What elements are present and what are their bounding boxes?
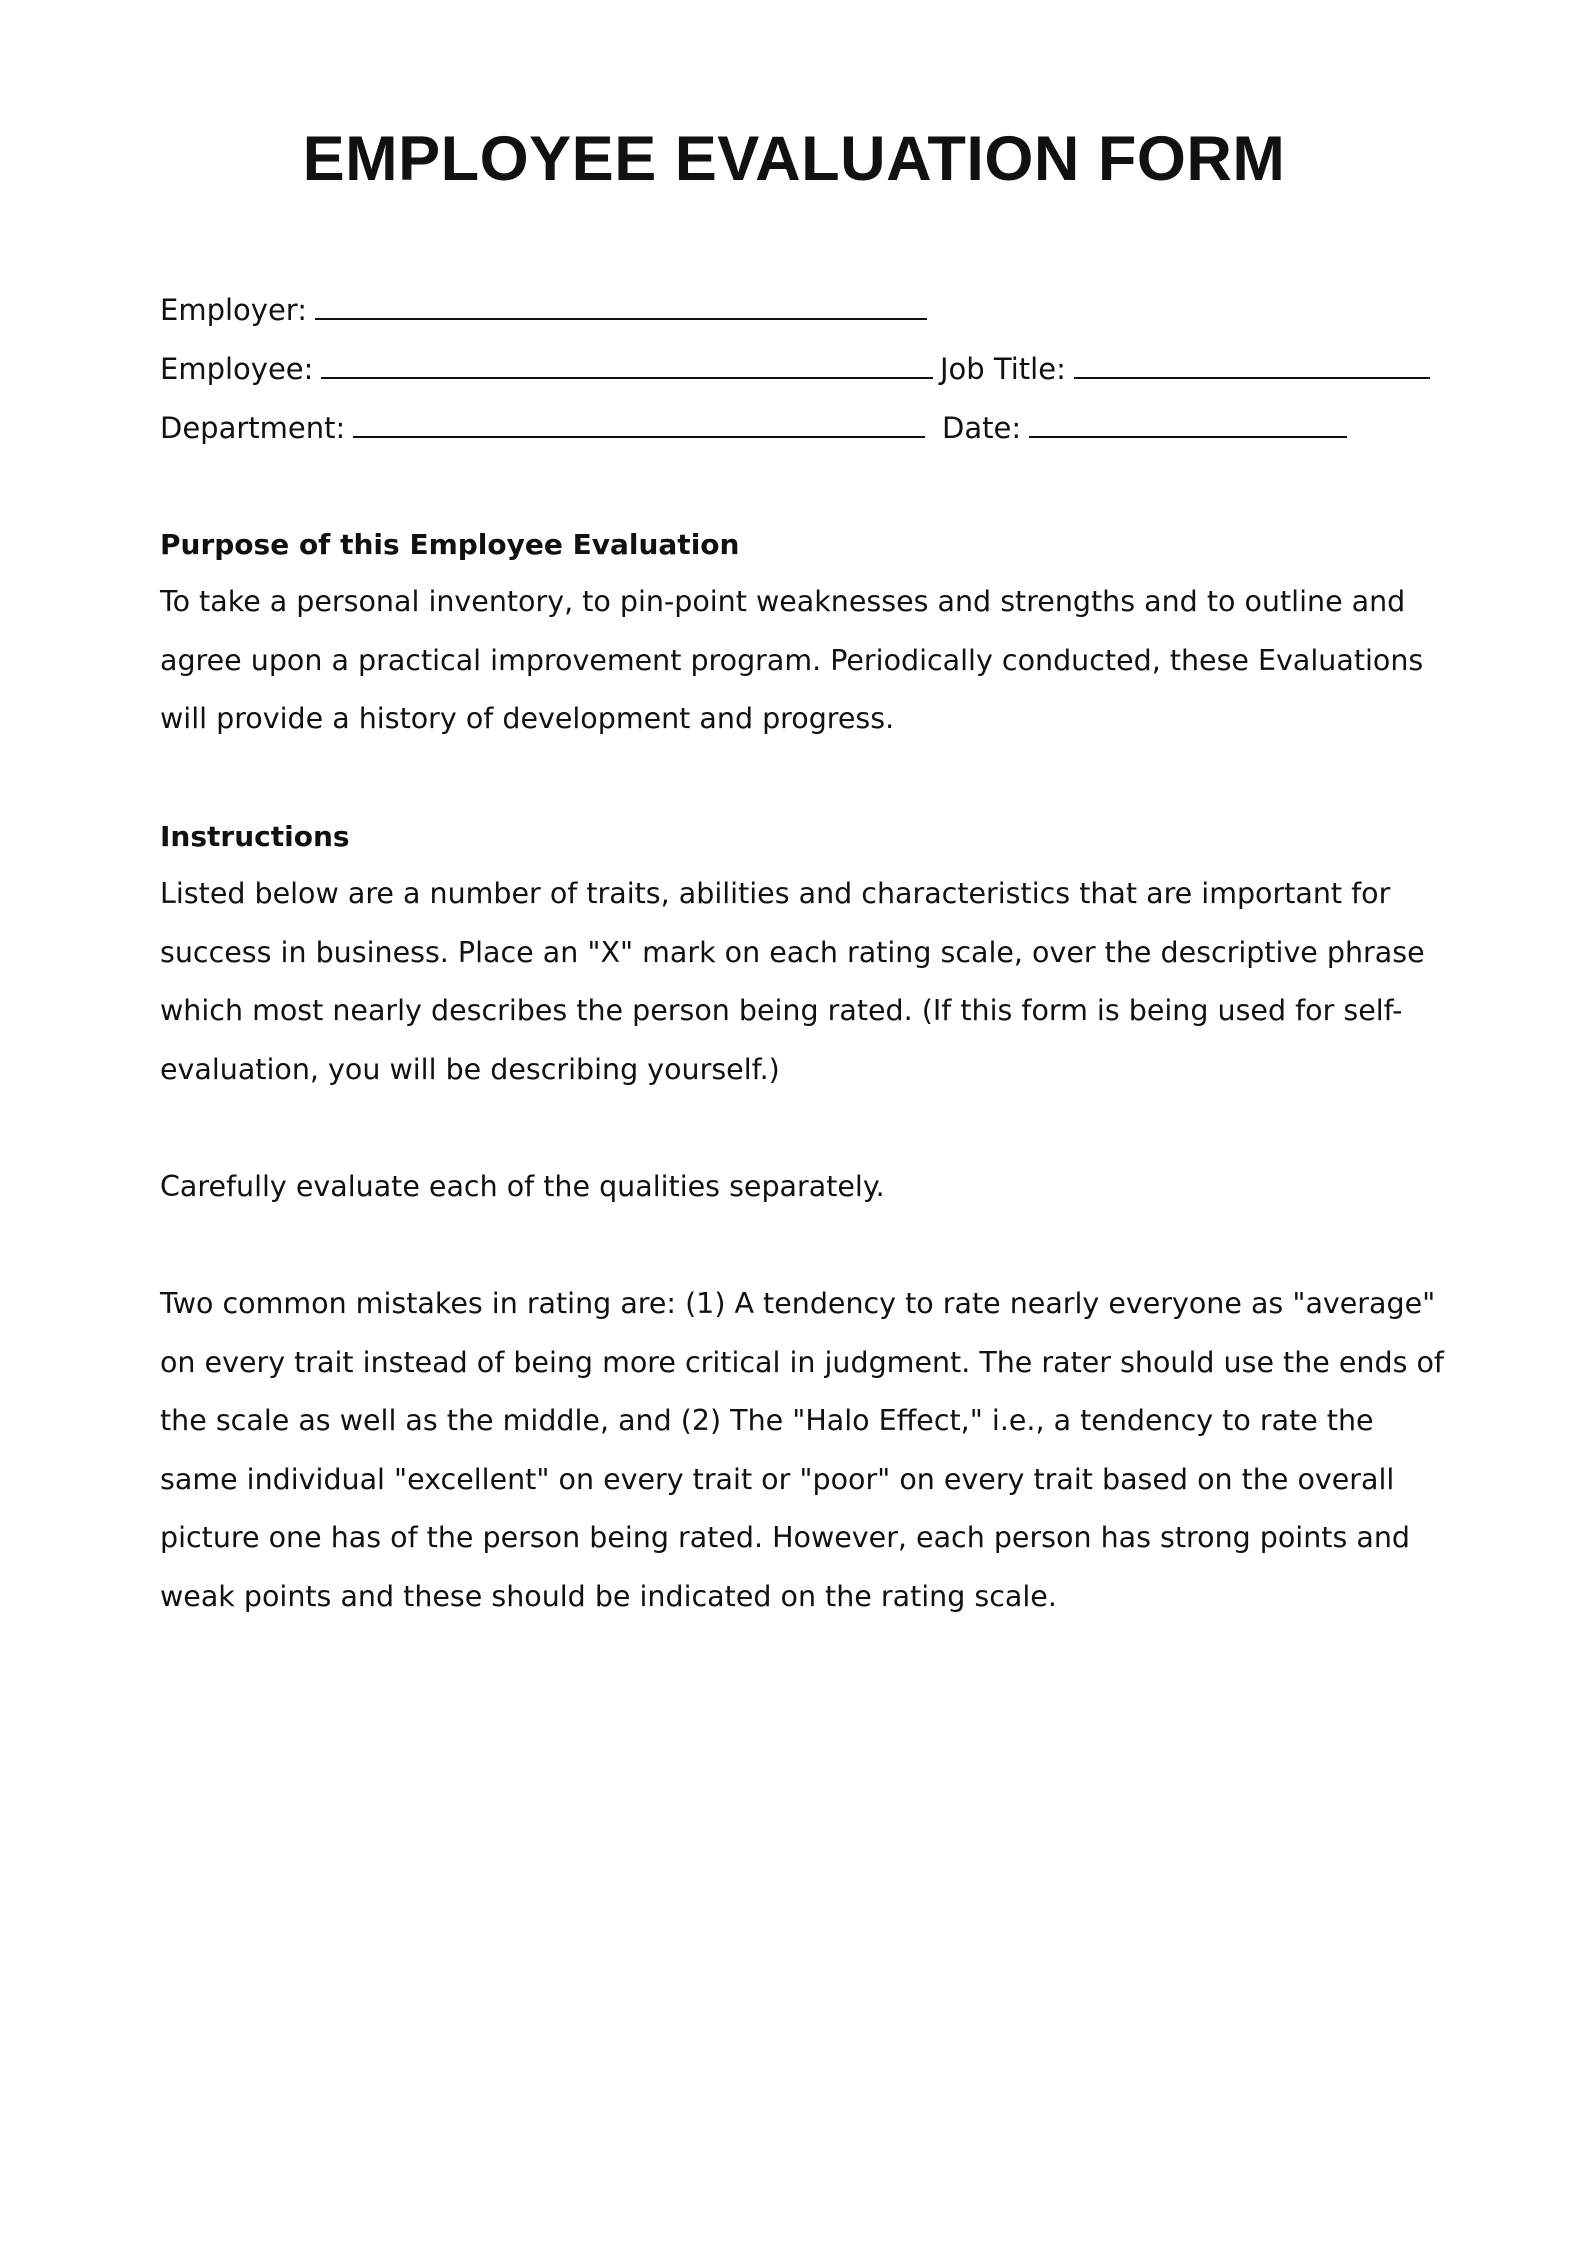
employer-label: Employer: bbox=[160, 293, 307, 327]
employer-input-line[interactable] bbox=[315, 288, 927, 320]
job-title-label: Job Title: bbox=[940, 352, 1066, 386]
employee-label: Employee: bbox=[160, 352, 314, 386]
job-title-field[interactable] bbox=[940, 347, 1430, 391]
job-title-input-line[interactable] bbox=[1074, 347, 1430, 379]
purpose-heading: Purpose of this Employee Evaluation bbox=[160, 528, 740, 561]
rating-mistakes-text: Two common mistakes in rating are: (1) A tendency to rate nearly everyone as "average" on every trait instead of being more critical in judgment. The rater should use the ends of the scale as well as the middle, and (2) The "Halo Effect," i.e., a tendency to rate the same individual "excellent" on every trait or "poor" on every trait based on the overall picture one has of the person being rated. However, each person has strong points and weak points and these should be indicated on the rating scale. bbox=[160, 1287, 1444, 1613]
form-title: EMPLOYEE EVALUATION FORM bbox=[302, 124, 1286, 194]
instructions-heading: Instructions bbox=[160, 820, 350, 853]
purpose-body: To take a personal inventory, to pin-point weaknesses and strengths and to outline and agree upon a practical improvement program. Periodically conducted, these Evaluations will provide a history of development and progress. bbox=[160, 585, 1424, 735]
employee-field[interactable] bbox=[160, 347, 933, 391]
department-input-line[interactable] bbox=[353, 406, 925, 438]
date-field[interactable] bbox=[942, 406, 1347, 450]
department-label: Department: bbox=[160, 411, 346, 445]
instructions-body: Listed below are a number of traits, abilities and characteristics that are important for success in business. Place an "X" mark on each rating scale, over the descriptive phrase which most nearly describes the person being rated. (If this form is being used for self-evaluation, you will be describing yourself.) bbox=[160, 877, 1425, 1086]
employer-field[interactable] bbox=[160, 288, 927, 332]
department-field[interactable] bbox=[160, 406, 925, 450]
date-input-line[interactable] bbox=[1029, 406, 1347, 438]
date-label: Date: bbox=[942, 411, 1022, 445]
instructions-note: Carefully evaluate each of the qualities separately. bbox=[160, 1170, 885, 1203]
employee-input-line[interactable] bbox=[321, 347, 933, 379]
